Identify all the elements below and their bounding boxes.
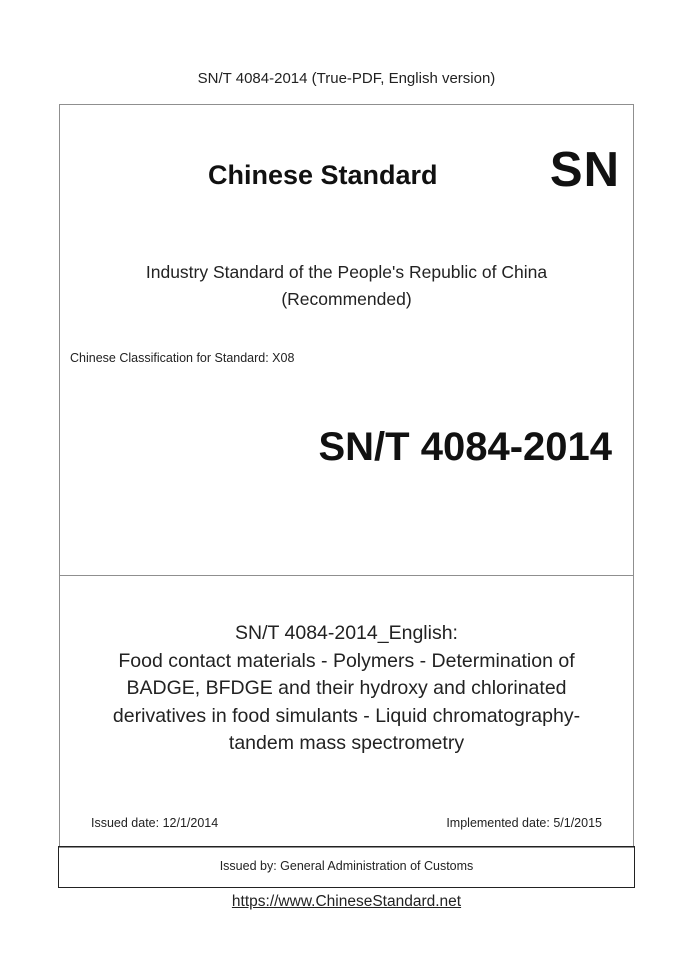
cover-frame [59, 104, 634, 848]
sn-mark: SN [549, 143, 620, 197]
issued-date: Issued date: 12/1/2014 [91, 816, 219, 830]
page-header: SN/T 4084-2014 (True-PDF, English version) [197, 70, 496, 87]
classification-text: Chinese Classification for Standard: X08 [70, 351, 295, 365]
website-link[interactable]: https://www.ChineseStandard.net [231, 893, 462, 910]
document-title [60, 620, 633, 758]
industry-line: (Recommended) [281, 289, 412, 309]
cover-title: Chinese Standard [208, 160, 438, 190]
document-title-line: tandem mass spectrometry [228, 732, 465, 754]
document-title-line: Food contact materials - Polymers - Determination of [118, 649, 575, 672]
standard-number: SN/T 4084-2014 [318, 425, 612, 469]
cover-upper-section [60, 105, 633, 576]
industry-line: Industry Standard of the People's Republic of China [145, 262, 548, 282]
industry-standard-heading [60, 259, 633, 313]
cover-lower-section [60, 576, 633, 847]
document-title-line: SN/T 4084-2014_English: [235, 622, 458, 644]
implemented-date: Implemented date: 5/1/2015 [446, 816, 602, 830]
document-title-line: BADGE, BFDGE and their hydroxy and chlorinated [126, 677, 567, 699]
issued-by-box: Issued by: General Administration of Customs [58, 846, 635, 888]
document-title-line: derivatives in food simulants - Liquid chromatography- [112, 704, 581, 727]
